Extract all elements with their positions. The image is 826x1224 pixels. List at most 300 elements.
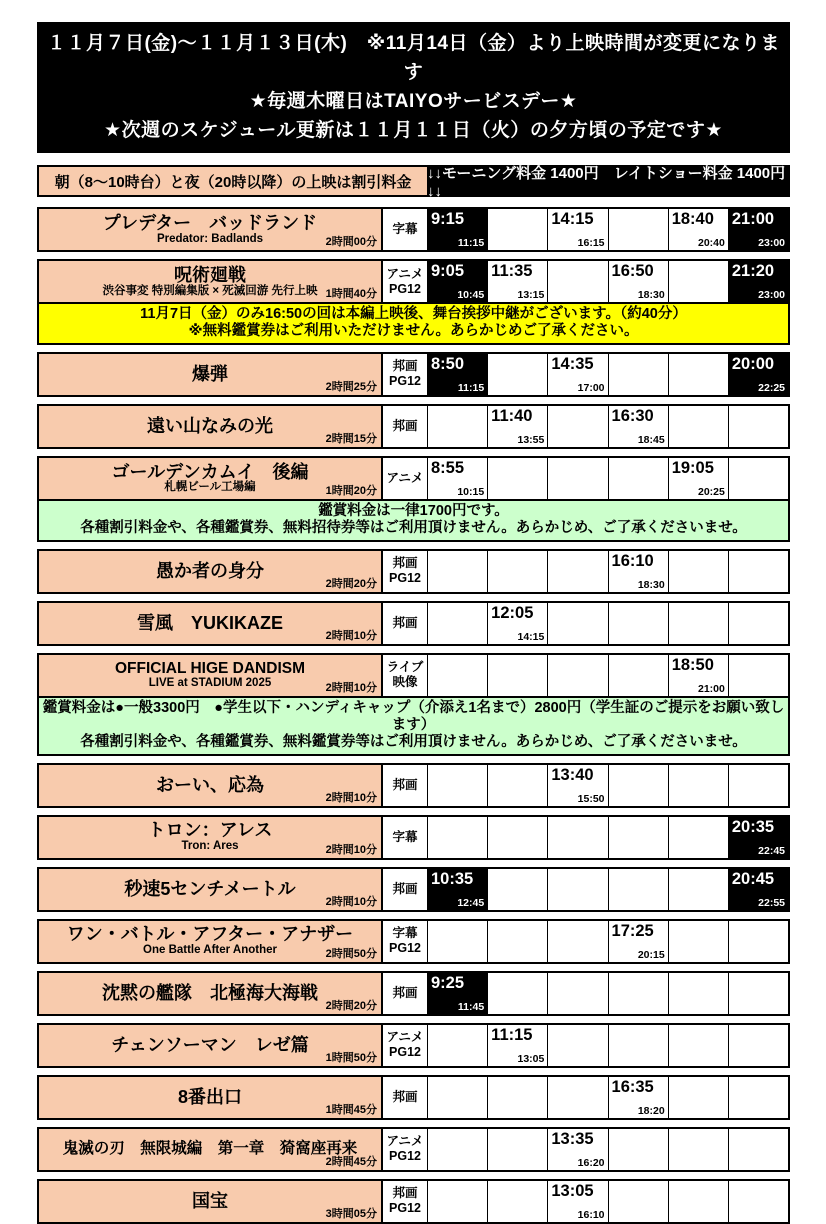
movie-title: 8番出口 [177, 1086, 242, 1107]
show-start-time: 16:10 [611, 551, 654, 570]
header-update-notice: ★次週のスケジュール更新は１１月１１日（火）の夕方頃の予定です★ [104, 120, 723, 141]
empty-showtime-cell [547, 458, 607, 499]
show-start-time: 10:35 [431, 869, 474, 888]
movie-format-cell [381, 1129, 427, 1170]
movie-title-cell [39, 869, 381, 910]
empty-showtime-cell [728, 551, 788, 592]
show-start-time: 20:00 [731, 354, 775, 373]
show-end-time: 23:00 [758, 237, 786, 249]
format-label: 邦画 [392, 881, 418, 896]
show-end-time: 13:05 [517, 1052, 545, 1065]
empty-showtime-cell [608, 1181, 668, 1222]
show-end-time: 11:15 [457, 237, 485, 249]
empty-showtime-cell [427, 921, 487, 962]
show-start-time: 14:35 [551, 354, 594, 373]
movie-title-cell [39, 973, 381, 1014]
discount-time-label: 朝（8～10時台）と夜（20時以降）の上映は割引料金 [39, 167, 427, 195]
movie-row [37, 207, 790, 252]
format-label: 邦画 [392, 777, 418, 792]
showtime-cell [668, 209, 728, 250]
show-start-time: 18:50 [671, 655, 714, 674]
movie-subtitle: Tron: Ares [181, 840, 239, 853]
movie-title-cell [39, 354, 381, 395]
notice-line: 各種割引料金や、各種鑑賞券、無料鑑賞券等はご利用頂けません。あらかじめ、ご了承くださいませ。 [80, 734, 747, 751]
show-end-time: 16:20 [577, 1156, 605, 1169]
show-start-time: 21:20 [731, 262, 775, 280]
movie-row [37, 549, 790, 594]
empty-showtime-cell [608, 765, 668, 806]
schedule-page [37, 22, 790, 1224]
show-end-time: 13:15 [517, 289, 545, 301]
format-label: アニメ [386, 266, 424, 281]
header-date-range: １１月７日(金)～１１月１３日(木) ※11月14日（金）より上映時間が変更になります [46, 33, 780, 83]
show-end-time: 15:50 [577, 792, 605, 805]
empty-showtime-cell [547, 1025, 607, 1066]
showtime-grid [427, 209, 788, 250]
movie-subtitle: Predator: Badlands [156, 232, 264, 245]
showtime-grid [427, 261, 788, 302]
movie-row [37, 1127, 790, 1172]
show-end-time: 16:15 [577, 237, 605, 249]
showtime-cell [487, 261, 547, 302]
movie-title-cell [39, 921, 381, 962]
empty-showtime-cell [608, 209, 668, 250]
show-start-time: 11:40 [491, 406, 533, 425]
show-start-time: 13:35 [551, 1129, 594, 1148]
empty-showtime-cell [427, 1181, 487, 1222]
movie-title: 愚か者の身分 [156, 560, 264, 581]
movie-block [37, 404, 790, 449]
format-label: 邦画 [392, 615, 418, 630]
format-label: 邦画 [392, 359, 418, 374]
show-start-time: 9:15 [431, 210, 465, 228]
movie-duration: 2時間10分 [325, 681, 377, 694]
movie-title-cell [39, 1077, 381, 1118]
empty-showtime-cell [547, 655, 607, 696]
format-label: アニメ [386, 1030, 424, 1045]
showtime-cell [608, 406, 668, 447]
movie-block [37, 1179, 790, 1224]
showtime-grid [427, 817, 788, 858]
empty-showtime-cell [728, 655, 788, 696]
movie-duration: 1時間40分 [325, 288, 377, 300]
movie-duration: 2時間00分 [325, 236, 377, 248]
movie-title-cell [39, 551, 381, 592]
movie-title: 呪術廻戦 [174, 264, 246, 285]
show-end-time: 22:25 [758, 381, 786, 394]
showtime-cell [728, 869, 788, 910]
movie-title: 爆弾 [192, 363, 228, 384]
discount-info-bar [37, 165, 790, 200]
movie-block [37, 815, 790, 860]
showtime-cell [728, 354, 788, 395]
empty-showtime-cell [487, 921, 547, 962]
movie-title: 国宝 [192, 1190, 228, 1211]
show-end-time: 18:20 [637, 1104, 665, 1117]
empty-showtime-cell [728, 406, 788, 447]
format-label: 邦画 [392, 418, 418, 433]
movie-title: 雪風 YUKIKAZE [136, 612, 283, 633]
show-end-time: 22:55 [758, 896, 786, 909]
show-start-time: 21:00 [731, 210, 775, 228]
showtime-grid [427, 765, 788, 806]
empty-showtime-cell [608, 1025, 668, 1066]
empty-showtime-cell [427, 1129, 487, 1170]
header-banner [37, 22, 790, 153]
movie-row [37, 601, 790, 646]
notice-strip [37, 302, 790, 345]
movie-format-cell [381, 765, 427, 806]
showtime-cell [608, 551, 668, 592]
movie-title-cell [39, 261, 381, 302]
empty-showtime-cell [668, 406, 728, 447]
showtime-grid [427, 603, 788, 644]
movie-duration: 2時間20分 [325, 577, 377, 590]
empty-showtime-cell [427, 406, 487, 447]
showtime-grid [427, 1129, 788, 1170]
format-label: 映像 [392, 675, 418, 690]
movie-title-cell [39, 655, 381, 696]
movie-block [37, 352, 790, 397]
movie-format-cell [381, 921, 427, 962]
showtime-cell [728, 209, 788, 250]
movie-format-cell [381, 406, 427, 447]
empty-showtime-cell [487, 458, 547, 499]
notice-line: 鑑賞料金は一律1700円です。 [318, 502, 509, 519]
movie-row [37, 456, 790, 501]
movie-format-cell [381, 973, 427, 1014]
empty-showtime-cell [668, 603, 728, 644]
movie-format-cell [381, 1077, 427, 1118]
showtime-cell [427, 354, 487, 395]
movie-block [37, 456, 790, 542]
empty-showtime-cell [668, 551, 728, 592]
show-end-time: 23:00 [758, 289, 786, 301]
showtime-cell [728, 817, 788, 858]
show-end-time: 12:45 [457, 896, 485, 909]
empty-showtime-cell [728, 1025, 788, 1066]
format-label: ライブ [386, 660, 424, 675]
empty-showtime-cell [427, 1077, 487, 1118]
empty-showtime-cell [728, 458, 788, 499]
empty-showtime-cell [427, 603, 487, 644]
empty-showtime-cell [487, 1129, 547, 1170]
notice-strip [37, 499, 790, 542]
movie-subtitle: 札幌ビール工場編 [164, 481, 256, 494]
empty-showtime-cell [728, 1077, 788, 1118]
showtime-cell [668, 655, 728, 696]
showtime-grid [427, 973, 788, 1014]
showtime-grid [427, 1025, 788, 1066]
empty-showtime-cell [728, 973, 788, 1014]
movie-title: 遠い山なみの光 [147, 415, 273, 436]
movie-format-cell [381, 603, 427, 644]
empty-showtime-cell [668, 1025, 728, 1066]
format-label: 邦画 [392, 1089, 418, 1104]
movie-duration: 1時間20分 [325, 484, 377, 497]
empty-showtime-cell [668, 973, 728, 1014]
empty-showtime-cell [547, 1077, 607, 1118]
movie-duration: 2時間10分 [325, 629, 377, 642]
movie-title: チェンソーマン レゼ篇 [111, 1034, 309, 1055]
empty-showtime-cell [427, 551, 487, 592]
empty-showtime-cell [547, 921, 607, 962]
format-label: アニメ [386, 1134, 424, 1149]
empty-showtime-cell [608, 1129, 668, 1170]
show-start-time: 16:30 [611, 406, 654, 425]
movie-row [37, 352, 790, 397]
movie-title: 秒速5センチメートル [124, 878, 296, 899]
showtime-cell [427, 209, 487, 250]
movie-title-cell [39, 765, 381, 806]
showtime-cell [427, 869, 487, 910]
movie-block [37, 259, 790, 345]
empty-showtime-cell [547, 817, 607, 858]
showtime-cell [547, 1129, 607, 1170]
show-end-time: 17:00 [577, 381, 605, 394]
movie-title-cell [39, 817, 381, 858]
show-start-time: 9:05 [431, 262, 465, 280]
format-label: PG12 [389, 281, 421, 296]
movie-title-cell [39, 1129, 381, 1170]
empty-showtime-cell [608, 603, 668, 644]
show-end-time: 18:30 [637, 578, 665, 591]
empty-showtime-cell [608, 869, 668, 910]
show-end-time: 20:15 [637, 948, 665, 961]
empty-showtime-cell [668, 1129, 728, 1170]
movie-block [37, 549, 790, 594]
empty-showtime-cell [608, 655, 668, 696]
empty-showtime-cell [487, 551, 547, 592]
movie-duration: 3時間05分 [325, 1207, 377, 1220]
notice-strip [37, 696, 790, 756]
empty-showtime-cell [728, 765, 788, 806]
showtime-cell [427, 458, 487, 499]
show-start-time: 20:45 [731, 869, 775, 888]
format-label: 邦画 [392, 985, 418, 1000]
show-start-time: 8:55 [431, 458, 465, 477]
empty-showtime-cell [728, 603, 788, 644]
empty-showtime-cell [427, 765, 487, 806]
movie-block [37, 919, 790, 964]
movie-row [37, 653, 790, 698]
empty-showtime-cell [487, 1077, 547, 1118]
showtime-grid [427, 1181, 788, 1222]
movie-format-cell [381, 1181, 427, 1222]
movie-subtitle: 渋谷事変 特別編集版 × 死滅回游 先行上映 [102, 284, 318, 297]
show-start-time: 20:35 [731, 817, 775, 836]
movie-title-cell [39, 209, 381, 250]
movie-block [37, 601, 790, 646]
movie-block [37, 867, 790, 912]
show-start-time: 18:40 [671, 210, 714, 228]
showtime-cell [608, 921, 668, 962]
show-start-time: 19:05 [671, 458, 714, 477]
showtime-grid [427, 921, 788, 962]
movie-title-cell [39, 406, 381, 447]
movie-format-cell [381, 869, 427, 910]
empty-showtime-cell [487, 354, 547, 395]
movie-row [37, 815, 790, 860]
format-label: 字幕 [392, 222, 418, 236]
movie-row [37, 1179, 790, 1224]
movie-title-cell [39, 458, 381, 499]
show-end-time: 21:00 [698, 682, 725, 695]
format-label: PG12 [389, 941, 421, 956]
show-end-time: 11:45 [457, 1000, 485, 1013]
empty-showtime-cell [728, 1181, 788, 1222]
showtime-cell [427, 973, 487, 1014]
show-end-time: 10:45 [457, 289, 485, 301]
movie-title: ゴールデンカムイ 後編 [111, 461, 309, 482]
format-label: 邦画 [392, 1186, 418, 1201]
movie-block [37, 1127, 790, 1172]
empty-showtime-cell [608, 354, 668, 395]
showtime-cell [487, 603, 547, 644]
show-start-time: 16:35 [611, 1077, 654, 1096]
movie-row [37, 1023, 790, 1068]
empty-showtime-cell [427, 655, 487, 696]
movie-title: プレデター バッドランド [102, 212, 318, 233]
movie-duration: 1時間50分 [325, 1051, 377, 1064]
showtime-cell [668, 458, 728, 499]
empty-showtime-cell [668, 354, 728, 395]
empty-showtime-cell [728, 921, 788, 962]
movie-title: おーい、応為 [156, 774, 264, 795]
format-label: 邦画 [392, 556, 418, 571]
format-label: PG12 [389, 571, 421, 586]
format-label: PG12 [389, 1201, 421, 1216]
empty-showtime-cell [668, 921, 728, 962]
format-label: PG12 [389, 1045, 421, 1060]
format-label: 字幕 [392, 926, 418, 941]
showtime-cell [547, 1181, 607, 1222]
movie-duration: 2時間10分 [325, 843, 377, 856]
movie-row [37, 867, 790, 912]
header-service-day: ★毎週木曜日はTAIYOサービスデー★ [249, 91, 578, 112]
empty-showtime-cell [547, 869, 607, 910]
show-start-time: 12:05 [491, 603, 534, 622]
notice-line: 11月7日（金）のみ16:50の回は本編上映後、舞台挨拶中継がございます。（約40分） [140, 306, 687, 322]
showtime-grid [427, 458, 788, 499]
movie-block [37, 971, 790, 1016]
format-label: PG12 [389, 374, 421, 389]
movie-format-cell [381, 817, 427, 858]
notice-line: ※無料鑑賞券はご利用いただけません。あらかじめご了承ください。 [188, 323, 639, 340]
empty-showtime-cell [547, 973, 607, 1014]
showtime-cell [547, 209, 607, 250]
show-end-time: 18:45 [637, 433, 665, 446]
show-end-time: 13:55 [517, 433, 545, 446]
empty-showtime-cell [668, 765, 728, 806]
movie-duration: 2時間10分 [325, 791, 377, 804]
movie-format-cell [381, 261, 427, 302]
show-end-time: 16:10 [577, 1208, 605, 1221]
show-end-time: 11:15 [457, 381, 485, 394]
movie-duration: 2時間10分 [325, 895, 377, 908]
showtime-cell [728, 261, 788, 302]
showtime-grid [427, 406, 788, 447]
movie-title: 鬼滅の刃 無限城編 第一章 猗窩座再来 [62, 1140, 358, 1158]
movie-row [37, 1075, 790, 1120]
empty-showtime-cell [487, 973, 547, 1014]
show-start-time: 17:25 [611, 921, 654, 940]
showtime-cell [487, 406, 547, 447]
empty-showtime-cell [668, 261, 728, 302]
movie-title-cell [39, 1181, 381, 1222]
movie-schedule-list [37, 207, 790, 1224]
movie-format-cell [381, 209, 427, 250]
showtime-cell [547, 354, 607, 395]
showtime-grid [427, 551, 788, 592]
movie-duration: 2時間20分 [325, 999, 377, 1012]
show-end-time: 18:30 [637, 289, 665, 301]
movie-row [37, 259, 790, 304]
showtime-grid [427, 869, 788, 910]
show-end-time: 20:40 [698, 237, 725, 249]
movie-title: OFFICIAL HIGE DANDISM [114, 659, 306, 677]
empty-showtime-cell [547, 603, 607, 644]
movie-format-cell [381, 458, 427, 499]
movie-duration: 2時間25分 [325, 380, 377, 393]
empty-showtime-cell [608, 973, 668, 1014]
movie-block [37, 1023, 790, 1068]
movie-row [37, 971, 790, 1016]
showtime-grid [427, 1077, 788, 1118]
movie-row [37, 404, 790, 449]
show-end-time: 20:25 [698, 485, 725, 498]
movie-format-cell [381, 551, 427, 592]
showtime-grid [427, 655, 788, 696]
movie-duration: 2時間45分 [325, 1155, 377, 1168]
format-label: PG12 [389, 1149, 421, 1164]
showtime-cell [608, 1077, 668, 1118]
empty-showtime-cell [487, 655, 547, 696]
empty-showtime-cell [668, 869, 728, 910]
empty-showtime-cell [668, 1181, 728, 1222]
empty-showtime-cell [487, 817, 547, 858]
empty-showtime-cell [547, 551, 607, 592]
movie-format-cell [381, 1025, 427, 1066]
empty-showtime-cell [487, 869, 547, 910]
format-label: 字幕 [392, 829, 418, 844]
showtime-cell [547, 765, 607, 806]
movie-duration: 2時間15分 [325, 432, 377, 445]
movie-row [37, 763, 790, 808]
empty-showtime-cell [547, 406, 607, 447]
notice-line: 各種割引料金や、各種鑑賞券、無料招待券等はご利用頂けません。あらかじめ、ご了承くださいませ。 [80, 520, 747, 537]
showtime-grid [427, 354, 788, 395]
show-start-time: 11:15 [491, 1025, 533, 1044]
movie-title: 沈黙の艦隊 北極海大海戦 [102, 982, 318, 1003]
movie-title: ワン・バトル・アフター・アナザー [66, 924, 354, 945]
empty-showtime-cell [487, 765, 547, 806]
movie-block [37, 763, 790, 808]
empty-showtime-cell [668, 817, 728, 858]
movie-block [37, 207, 790, 252]
show-start-time: 8:50 [431, 354, 465, 373]
empty-showtime-cell [487, 209, 547, 250]
empty-showtime-cell [427, 817, 487, 858]
movie-subtitle: One Battle After Another [143, 944, 277, 957]
format-label: アニメ [386, 470, 424, 485]
movie-subtitle: LIVE at STADIUM 2025 [148, 676, 272, 689]
movie-title-cell [39, 603, 381, 644]
empty-showtime-cell [608, 817, 668, 858]
show-start-time: 9:25 [431, 973, 465, 992]
empty-showtime-cell [608, 458, 668, 499]
movie-title: トロン：アレス [147, 820, 273, 841]
